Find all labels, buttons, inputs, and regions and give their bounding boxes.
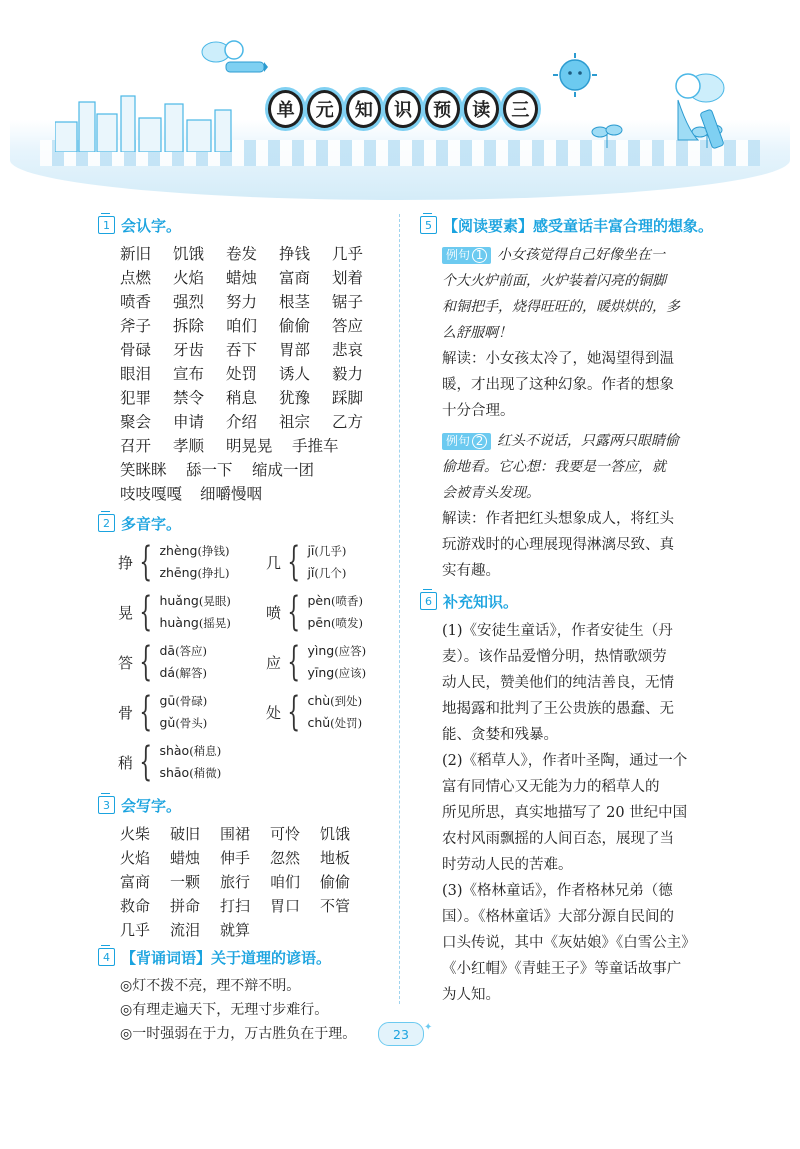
word: 舔一下: [186, 461, 233, 479]
pinyin: huǎng: [159, 593, 199, 608]
pinyin: zhēng: [159, 565, 198, 580]
word: 火焰: [173, 269, 205, 287]
paragraph-line: 时劳动人民的苦难。: [442, 857, 573, 873]
word: 吞下: [226, 341, 258, 359]
paragraph-line: 所见所思，真实地描写了 20 世纪中国: [442, 805, 688, 821]
pinyin: dá: [159, 665, 176, 680]
example-line: 么舒服啊！: [442, 325, 512, 341]
word: 手推车: [292, 437, 339, 455]
word: 饥饿: [173, 245, 205, 263]
example-word: (答应): [175, 644, 208, 658]
title-char: 知: [346, 90, 381, 128]
example-line: 小女孩觉得自己好像坐在一: [497, 247, 666, 263]
brace-icon: {: [139, 539, 153, 585]
section-title: 【阅读要素】感受童话丰富合理的想象。: [443, 216, 714, 235]
paragraph-line: 富有同情心又无能为力的稻草人的: [442, 779, 660, 795]
word: 就算: [220, 921, 251, 939]
word: 围裙: [220, 825, 251, 843]
title-char: 三: [503, 90, 538, 128]
polyphone-list: [98, 540, 388, 792]
word: 火焰: [120, 849, 151, 867]
section-title: 多音字。: [121, 514, 182, 533]
polyphone-item: [118, 590, 231, 634]
word: 咱们: [270, 873, 301, 891]
word: 乙方: [332, 413, 364, 431]
section-number-icon: 5: [420, 216, 437, 234]
polyphone-item: [118, 540, 229, 584]
brace-icon: {: [139, 739, 153, 785]
word: 富商: [120, 873, 151, 891]
word-row: [98, 870, 388, 894]
word: 明晃晃: [226, 437, 273, 455]
write-words-grid: [98, 822, 388, 942]
proverb-line: ◎有理走遍天下，无理寸步难行。: [120, 1002, 329, 1018]
paragraph-line: (1)《安徒生童话》，作者安徒生（丹: [442, 623, 673, 639]
word: 划着: [332, 269, 364, 287]
city-skyline-icon: [55, 92, 245, 152]
example-word: (应答): [334, 644, 367, 658]
paragraph-line: (3)《格林童话》，作者格林兄弟（德: [442, 883, 673, 899]
example-line: 个大火炉前面，火炉装着闪亮的铜脚: [442, 273, 666, 289]
word: 几乎: [332, 245, 364, 263]
example-line: 会被青头发现。: [442, 485, 540, 501]
example-tag: [442, 247, 491, 264]
pinyin: pēn: [307, 615, 332, 630]
word-row: [98, 242, 388, 266]
word: 几乎: [120, 921, 151, 939]
example-line: 和铜把手，烧得旺旺的，暖烘烘的，多: [442, 299, 680, 315]
paragraph-line: 国）。《格林童话》大部分源自民间的: [442, 909, 674, 925]
polyphone-char: 处: [266, 703, 282, 722]
explain-line: 玩游戏时的心理展现得淋漓尽致、真: [442, 537, 674, 553]
word-row: [98, 314, 388, 338]
polyphone-char: 稍: [118, 753, 134, 772]
word: 犯罪: [120, 389, 152, 407]
proverb-line: ◎灯不拨不亮，理不辩不明。: [120, 978, 301, 994]
word: 饥饿: [320, 825, 351, 843]
word-row: [98, 894, 388, 918]
title-char: 元: [307, 90, 342, 128]
pinyin: gū: [159, 693, 176, 708]
example-word: (喷香): [331, 594, 363, 608]
paragraph-line: 动人民，赞美他们的纯洁善良，无情: [442, 675, 674, 691]
word: 骨碌: [120, 341, 152, 359]
example-word: (挣扎): [197, 566, 230, 580]
title-char: 识: [385, 90, 420, 128]
word: 介绍: [226, 413, 258, 431]
example-1-explanation: [420, 346, 720, 424]
word: 不管: [320, 897, 351, 915]
brace-icon: {: [287, 689, 301, 735]
word: 破旧: [170, 825, 201, 843]
explain-line: 解读：作者把红头想象成人，将红头: [442, 511, 674, 527]
word: 祖宗: [279, 413, 311, 431]
word: 旅行: [220, 873, 251, 891]
paragraph-line: 地揭露和批判了王公贵族的愚蠢、无: [442, 701, 674, 717]
word: 喷香: [120, 293, 152, 311]
word: 答应: [332, 317, 364, 335]
paragraph-line: 麦）。该作品爱憎分明，热情歌颂劳: [442, 649, 667, 665]
polyphone-item: [118, 740, 221, 784]
word: 宣布: [173, 365, 205, 383]
word: 处罚: [226, 365, 258, 383]
word: 胃部: [279, 341, 311, 359]
page-number: 23: [378, 1022, 424, 1046]
word-row: [98, 338, 388, 362]
pinyin: pèn: [307, 593, 332, 608]
word-row: [98, 822, 388, 846]
word: 新旧: [120, 245, 152, 263]
example-word: (骨头): [175, 716, 208, 730]
example-word: (晃眼): [198, 594, 231, 608]
example-tag-label: 例句: [446, 434, 471, 448]
word-row: [98, 458, 388, 482]
example-word: (几乎): [314, 544, 347, 558]
section-4-header: [98, 944, 388, 970]
knowledge-paragraph-2: [420, 748, 720, 878]
word: 踩脚: [332, 389, 364, 407]
section-number-icon: 4: [98, 948, 115, 966]
brace-icon: {: [287, 639, 301, 685]
paragraph-line: 为人知。: [442, 987, 500, 1003]
section-number-icon: 3: [98, 796, 115, 814]
example-2: [420, 428, 720, 506]
page-title: [268, 85, 538, 133]
section-title: 【背诵词语】关于道理的谚语。: [121, 948, 332, 967]
title-char: 读: [464, 90, 499, 128]
example-tag-number: 1: [472, 248, 487, 263]
example-tag-label: 例句: [446, 248, 471, 262]
word-row: [98, 846, 388, 870]
polyphone-char: 答: [118, 653, 134, 672]
section-1-header: [98, 212, 388, 238]
word: 卷发: [226, 245, 258, 263]
section-3-header: [98, 792, 388, 818]
word: 伸手: [220, 849, 251, 867]
title-char: 单: [268, 90, 303, 128]
polyphone-item: [266, 540, 346, 584]
word: 努力: [226, 293, 258, 311]
polyphone-char: 晃: [118, 603, 134, 622]
word: 打扫: [220, 897, 251, 915]
pinyin: jǐ: [307, 565, 315, 580]
pinyin: jī: [307, 543, 315, 558]
word-row: [98, 290, 388, 314]
section-2-header: [98, 510, 388, 536]
brace-icon: {: [287, 539, 301, 585]
example-word: (应该): [334, 666, 367, 680]
example-word: (到处): [330, 694, 363, 708]
polyphone-char: 几: [266, 553, 282, 572]
polyphone-item: [118, 690, 207, 734]
word: 流泪: [170, 921, 201, 939]
pinyin: yīng: [307, 665, 335, 680]
pinyin: gǔ: [159, 715, 176, 730]
word: 蜡烛: [170, 849, 201, 867]
word: 聚会: [120, 413, 152, 431]
flying-fairy-icon: [196, 32, 268, 90]
word: 偷偷: [320, 873, 351, 891]
example-word: (喷发): [331, 616, 363, 630]
word-row: [98, 434, 388, 458]
word: 申请: [173, 413, 205, 431]
word: 毅力: [332, 365, 364, 383]
word: 稍息: [226, 389, 258, 407]
pinyin: zhèng: [159, 543, 198, 558]
explain-line: 暖，才出现了这种幻象。作者的想象: [442, 377, 674, 393]
pinyin: yìng: [307, 643, 335, 658]
word: 救命: [120, 897, 151, 915]
word: 拆除: [173, 317, 205, 335]
paragraph-line: 农村风雨飘摇的人间百态，展现了当: [442, 831, 674, 847]
recognize-words-grid: [98, 242, 388, 506]
word: 偷偷: [279, 317, 311, 335]
word: 可怜: [270, 825, 301, 843]
right-column: [420, 212, 720, 1008]
word-row: [98, 410, 388, 434]
word: 细嚼慢咽: [200, 485, 263, 503]
word: 点燃: [120, 269, 152, 287]
pinyin: shào: [159, 743, 190, 758]
word: 地板: [320, 849, 351, 867]
polyphone-item: [266, 640, 366, 684]
example-word: (处罚): [330, 716, 363, 730]
word: 牙齿: [173, 341, 205, 359]
example-word: (骨碌): [175, 694, 208, 708]
word-row: [98, 362, 388, 386]
proverb-line: ◎一时强弱在于力，万古胜负在于理。: [120, 1026, 357, 1042]
word-row: [98, 918, 388, 942]
word: 吱吱嘎嘎: [120, 485, 183, 503]
word: 胃口: [270, 897, 301, 915]
word: 锯子: [332, 293, 364, 311]
brace-icon: {: [139, 689, 153, 735]
pinyin: shāo: [159, 765, 190, 780]
brace-icon: {: [139, 639, 153, 685]
word: 笑眯眯: [120, 461, 167, 479]
pinyin: dā: [159, 643, 176, 658]
section-number-icon: 6: [420, 592, 437, 610]
example-word: (摇晃): [198, 616, 231, 630]
example-1: [420, 242, 720, 346]
pinyin: huàng: [159, 615, 199, 630]
polyphone-item: [118, 640, 207, 684]
section-title: 会认字。: [121, 216, 182, 235]
word: 召开: [120, 437, 152, 455]
word: 禁令: [173, 389, 205, 407]
example-2-explanation: [420, 506, 720, 584]
example-tag-number: 2: [472, 434, 487, 449]
explain-line: 实有趣。: [442, 563, 500, 579]
paragraph-line: 《小红帽》《青蛙王子》等童话故事广: [442, 961, 682, 977]
knowledge-paragraph-3: [420, 878, 720, 1008]
word: 拼命: [170, 897, 201, 915]
word: 诱人: [279, 365, 311, 383]
example-word: (挣钱): [197, 544, 230, 558]
fairy-with-pencil-icon: [648, 60, 736, 150]
example-word: (稍微): [189, 766, 222, 780]
example-word: (解答): [175, 666, 208, 680]
section-title: 会写字。: [121, 796, 182, 815]
section-6-header: [420, 588, 720, 614]
polyphone-char: 骨: [118, 703, 134, 722]
polyphone-char: 挣: [118, 553, 134, 572]
word: 眼泪: [120, 365, 152, 383]
section-title: 补充知识。: [443, 592, 519, 611]
word-row: [98, 482, 388, 506]
section-number-icon: 2: [98, 514, 115, 532]
left-column: [98, 212, 388, 1046]
polyphone-item: [266, 690, 362, 734]
paragraph-line: (2)《稻草人》，作者叶圣陶，通过一个: [442, 753, 688, 769]
knowledge-paragraph-1: [420, 618, 720, 748]
word-row: [98, 386, 388, 410]
polyphone-char: 喷: [266, 603, 282, 622]
word: 根茎: [279, 293, 311, 311]
section-number-icon: 1: [98, 216, 115, 234]
word: 忽然: [270, 849, 301, 867]
word: 斧子: [120, 317, 152, 335]
word: 强烈: [173, 293, 205, 311]
header-banner: [0, 0, 800, 200]
column-divider: [399, 214, 400, 1004]
polyphone-item: [266, 590, 363, 634]
word: 孝顺: [173, 437, 205, 455]
word: 蜡烛: [226, 269, 258, 287]
title-char: 预: [425, 90, 460, 128]
word-row: [98, 266, 388, 290]
word: 火柴: [120, 825, 151, 843]
word: 犹豫: [279, 389, 311, 407]
star-icon: ✦: [424, 1022, 433, 1033]
explain-line: 解读：小女孩太冷了，她渴望得到温: [442, 351, 674, 367]
word: 一颗: [170, 873, 201, 891]
paragraph-line: 口头传说，其中《灰姑娘》《白雪公主》: [442, 935, 696, 951]
explain-line: 十分合理。: [442, 403, 515, 419]
example-line: 红头不说话，只露两只眼睛偷: [497, 433, 680, 449]
example-tag: [442, 433, 491, 450]
polyphone-char: 应: [266, 653, 282, 672]
pinyin: chù: [307, 693, 331, 708]
word: 悲哀: [332, 341, 364, 359]
example-word: (几个): [314, 566, 347, 580]
brace-icon: {: [139, 589, 153, 635]
example-word: (稍息): [189, 744, 222, 758]
word: 缩成一团: [252, 461, 315, 479]
pinyin: chǔ: [307, 715, 331, 730]
example-line: 偷地看。它心想：我要是一答应，就: [442, 459, 666, 475]
sun-icon: [552, 52, 598, 98]
brace-icon: {: [287, 589, 301, 635]
paragraph-line: 能、贪婪和残暴。: [442, 727, 558, 743]
word: 富商: [279, 269, 311, 287]
word: 挣钱: [279, 245, 311, 263]
word: 咱们: [226, 317, 258, 335]
section-5-header: [420, 212, 720, 238]
